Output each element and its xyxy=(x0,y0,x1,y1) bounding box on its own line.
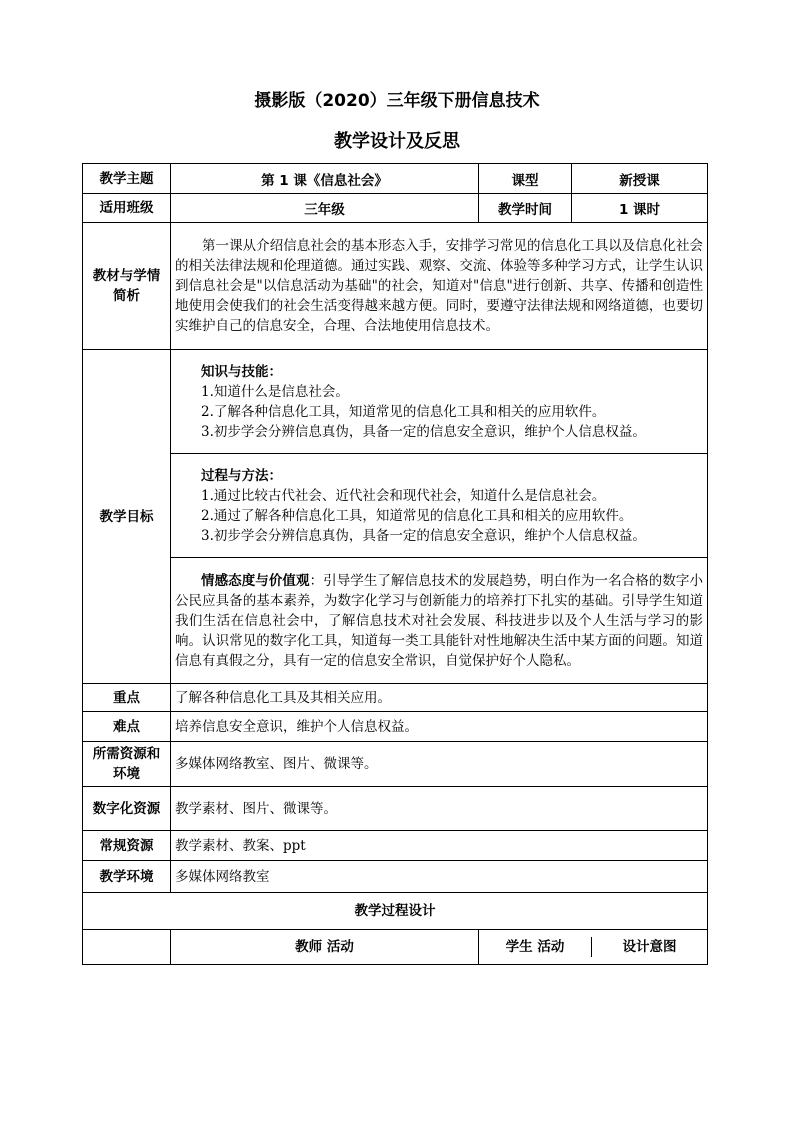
table-row xyxy=(83,893,708,930)
goals-label: 教学目标 xyxy=(83,350,171,684)
table-row xyxy=(83,742,708,787)
key-point-value: 了解各种信息化工具及其相关应用。 xyxy=(171,684,708,712)
key-point-label: 重点 xyxy=(83,684,171,712)
table-row xyxy=(83,558,708,684)
teacher-activity-header: 教师 活动 xyxy=(171,930,479,965)
table-row xyxy=(83,684,708,712)
process-item: 3.初步学会分辨信息真伪，具备一定的信息安全意识，维护个人信息权益。 xyxy=(201,527,646,544)
activity-header-group xyxy=(479,930,708,965)
table-row xyxy=(83,861,708,893)
grade-value: 三年级 xyxy=(171,194,479,223)
process-item: 1.通过比较古代社会、近代社会和现代社会，知道什么是信息社会。 xyxy=(201,487,606,504)
resources-label: 所需资源和环境 xyxy=(83,742,171,787)
empty-cell xyxy=(83,930,171,965)
student-activity-header: 学生 活动 xyxy=(479,937,592,957)
process-methods-section xyxy=(171,454,708,558)
emotion-values-heading: 情感态度与价值观 xyxy=(201,572,310,589)
environment-value: 多媒体网络教室 xyxy=(171,861,708,893)
lesson-plan-table xyxy=(82,163,708,965)
table-row xyxy=(83,712,708,742)
regular-resources-value: 教学素材、教案、ppt xyxy=(171,831,708,861)
knowledge-skills-section xyxy=(171,350,708,454)
lesson-type-value: 新授课 xyxy=(572,164,708,194)
knowledge-skills-heading: 知识与技能： xyxy=(201,363,282,380)
resources-value: 多媒体网络教室、图片、微课等。 xyxy=(171,742,708,787)
analysis-label: 教材与学情简析 xyxy=(83,223,171,350)
digital-resources-value: 教学素材、图片、微课等。 xyxy=(171,787,708,831)
lesson-type-label: 课型 xyxy=(479,164,572,194)
topic-value: 第 1 课《信息社会》 xyxy=(171,164,479,194)
regular-resources-label: 常规资源 xyxy=(83,831,171,861)
teaching-time-label: 教学时间 xyxy=(479,194,572,223)
table-row xyxy=(83,831,708,861)
emotion-values-section xyxy=(171,558,708,684)
document-title: 摄影版（2020）三年级下册信息技术 xyxy=(254,91,540,111)
process-design-heading: 教学过程设计 xyxy=(83,893,708,930)
knowledge-item: 1.知道什么是信息社会。 xyxy=(201,383,349,400)
table-row xyxy=(83,194,708,223)
knowledge-item: 2.了解各种信息化工具，知道常见的信息化工具和相关的应用软件。 xyxy=(201,403,606,420)
difficulty-label: 难点 xyxy=(83,712,171,742)
design-intent-header: 设计意图 xyxy=(622,939,677,955)
difficulty-value: 培养信息安全意识，维护个人信息权益。 xyxy=(171,712,708,742)
table-row xyxy=(83,787,708,831)
topic-label: 教学主题 xyxy=(83,164,171,194)
table-row xyxy=(83,223,708,350)
table-row xyxy=(83,454,708,558)
emotion-values-text: ：引导学生了解信息技术的发展趋势，明白作为一名合格的数字小公民应具备的基本素养，为数字化学习与创新能力的培养打下扎实的基础。引导学生知道我们生活在信息社会中，了解信息技术对社会发展、科技进步以及个人生活与学习的影响。认识常见的数字化工具，知道每一类工具能针对性地解决生活中某方面的问题。知道信息有真假之分，具有一定的信息安全常识，自觉保护好个人隐私。 xyxy=(175,572,704,669)
knowledge-item: 3.初步学会分辨信息真伪，具备一定的信息安全意识，维护个人信息权益。 xyxy=(201,423,646,440)
document-subtitle: 教学设计及反思 xyxy=(334,131,460,152)
process-item: 2.通过了解各种信息化工具，知道常见的信息化工具和相关的应用软件。 xyxy=(201,507,633,524)
table-row xyxy=(83,930,708,965)
analysis-text: 第一课从介绍信息社会的基本形态入手，安排学习常见的信息化工具以及信息化社会的相关法律法规和伦理道德。通过实践、观察、交流、体验等多种学习方式，让学生认识到信息社会是"以信息活动为基础"的社会，知道对"信息"进行创新、共享、传播和创造性地使用会使我们的社会生活变得越来越方便。同时，要遵守法律法规和网络道德，也要切实维护自己的信息安全，合理、合法地使用信息技术。 xyxy=(171,223,708,350)
teaching-time-value: 1 课时 xyxy=(572,194,708,223)
process-methods-heading: 过程与方法： xyxy=(201,467,282,484)
digital-resources-label: 数字化资源 xyxy=(83,787,171,831)
table-row xyxy=(83,164,708,194)
table-row xyxy=(83,350,708,454)
environment-label: 教学环境 xyxy=(83,861,171,893)
grade-label: 适用班级 xyxy=(83,194,171,223)
